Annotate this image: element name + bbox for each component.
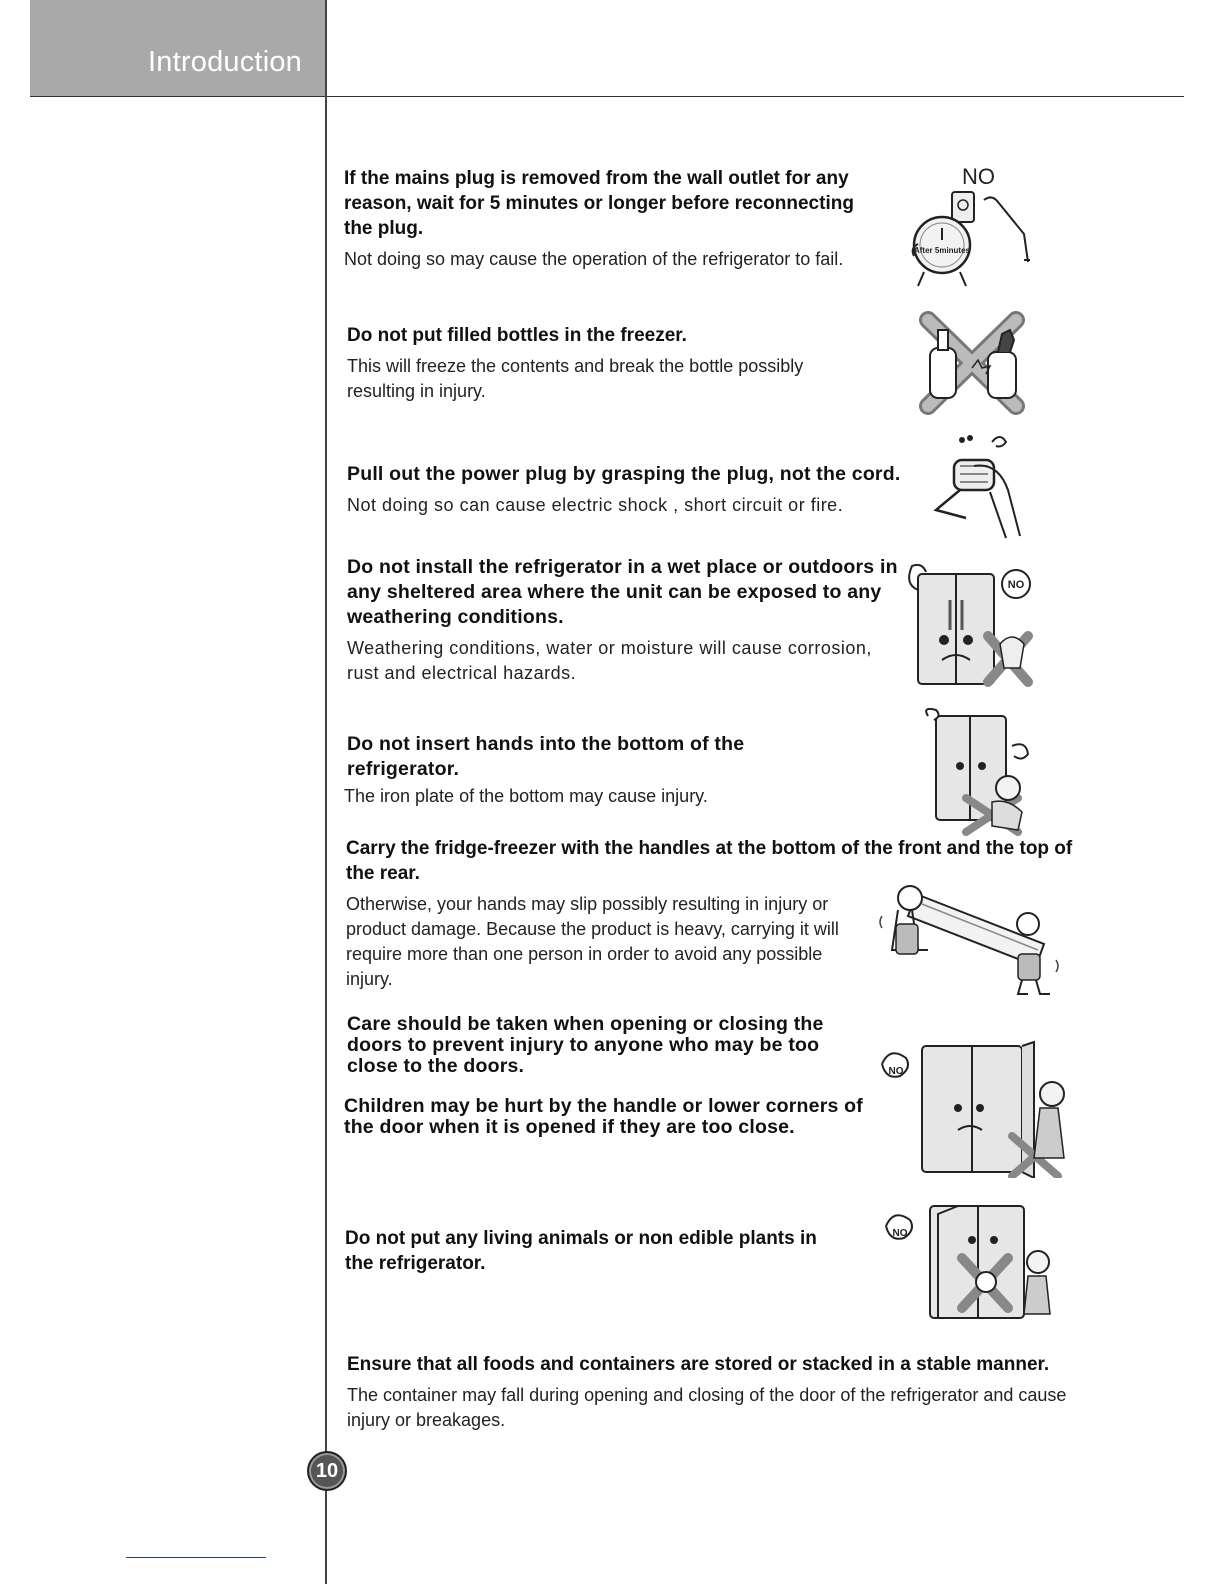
warning-heading: Do not put any living animals or non edible plants in the refrigerator. [345,1228,817,1274]
plug-wait-icon [906,160,1036,295]
warning-heading: Do not put filled bottles in the freezer. [347,325,687,346]
warning-body: Otherwise, your hands may slip possibly resulting in injury or product damage. Because the product is heavy, carrying it will require more than one person in order to avoid any possible injury. [346,894,839,989]
illustration-label: NO [888,1066,904,1077]
bottles-crossed-icon [908,308,1038,418]
hand-plug-icon [930,432,1030,544]
warning-body: This will freeze the contents and break the bottle possibly resulting in injury. [347,356,804,401]
warning-heading: If the mains plug is removed from the wall outlet for any reason, wait for 5 minutes or longer before reconnecting the plug. [344,168,854,239]
section-title: Introduction [148,46,302,78]
warning-heading: Carry the fridge-freezer with the handles at the bottom of the front and the top of the rear. [346,838,1073,884]
warning-stable-stacking [347,1352,1067,1433]
page-number: 10 [307,1451,347,1491]
warning-wet-place [347,555,907,686]
warning-body: Not doing so may cause the operation of the refrigerator to fail. [344,249,844,269]
warning-filled-bottles [347,323,867,404]
footer-link-underline [126,1557,266,1558]
illustration-label: After 5minutes [913,246,971,255]
warning-living-animals [345,1226,845,1276]
warning-heading: Care should be taken when opening or closing the doors to prevent injury to anyone who may be too close to the doors. [347,1013,824,1077]
warning-body: The iron plate of the bottom may cause injury. [344,786,708,806]
header-divider [30,96,1184,97]
fridge-child-hands-icon [918,706,1042,836]
warning-hands-bottom [344,732,804,809]
section-header-tab [30,0,326,96]
illustration-label: NO [1007,579,1025,591]
warning-body: Not doing so can cause electric shock , short circuit or fire. [347,495,844,515]
warning-heading: Do not insert hands into the bottom of the refrigerator. [347,733,745,780]
warning-heading: Do not install the refrigerator in a wet place or outdoors in any sheltered area where the unit can be exposed to any weathering conditions. [347,556,898,628]
warning-heading: Ensure that all foods and containers are stored or stacked in a stable manner. [347,1354,1050,1375]
illustration-label: NO [892,1228,908,1239]
illustration-label: NO [962,164,995,189]
warning-pull-plug [347,462,947,518]
margin-divider [325,0,327,1584]
warning-mains-plug [344,166,884,272]
fridge-door-child-icon [862,1038,1072,1178]
warning-door-opening [344,1014,864,1138]
warning-body: Children may be hurt by the handle or lower corners of the door when it is opened if they are too close. [344,1095,863,1138]
fridge-water-icon [904,560,1050,690]
fridge-animal-icon [868,1196,1058,1326]
warning-heading: Pull out the power plug by grasping the plug, not the cord. [347,463,901,485]
warning-body: Weathering conditions, water or moisture will cause corrosion, rust and electrical hazards. [347,638,872,683]
warning-body: The container may fall during opening and closing of the door of the refrigerator and cause injury or breakages. [347,1385,1067,1430]
two-people-carry-icon [876,874,1066,1000]
